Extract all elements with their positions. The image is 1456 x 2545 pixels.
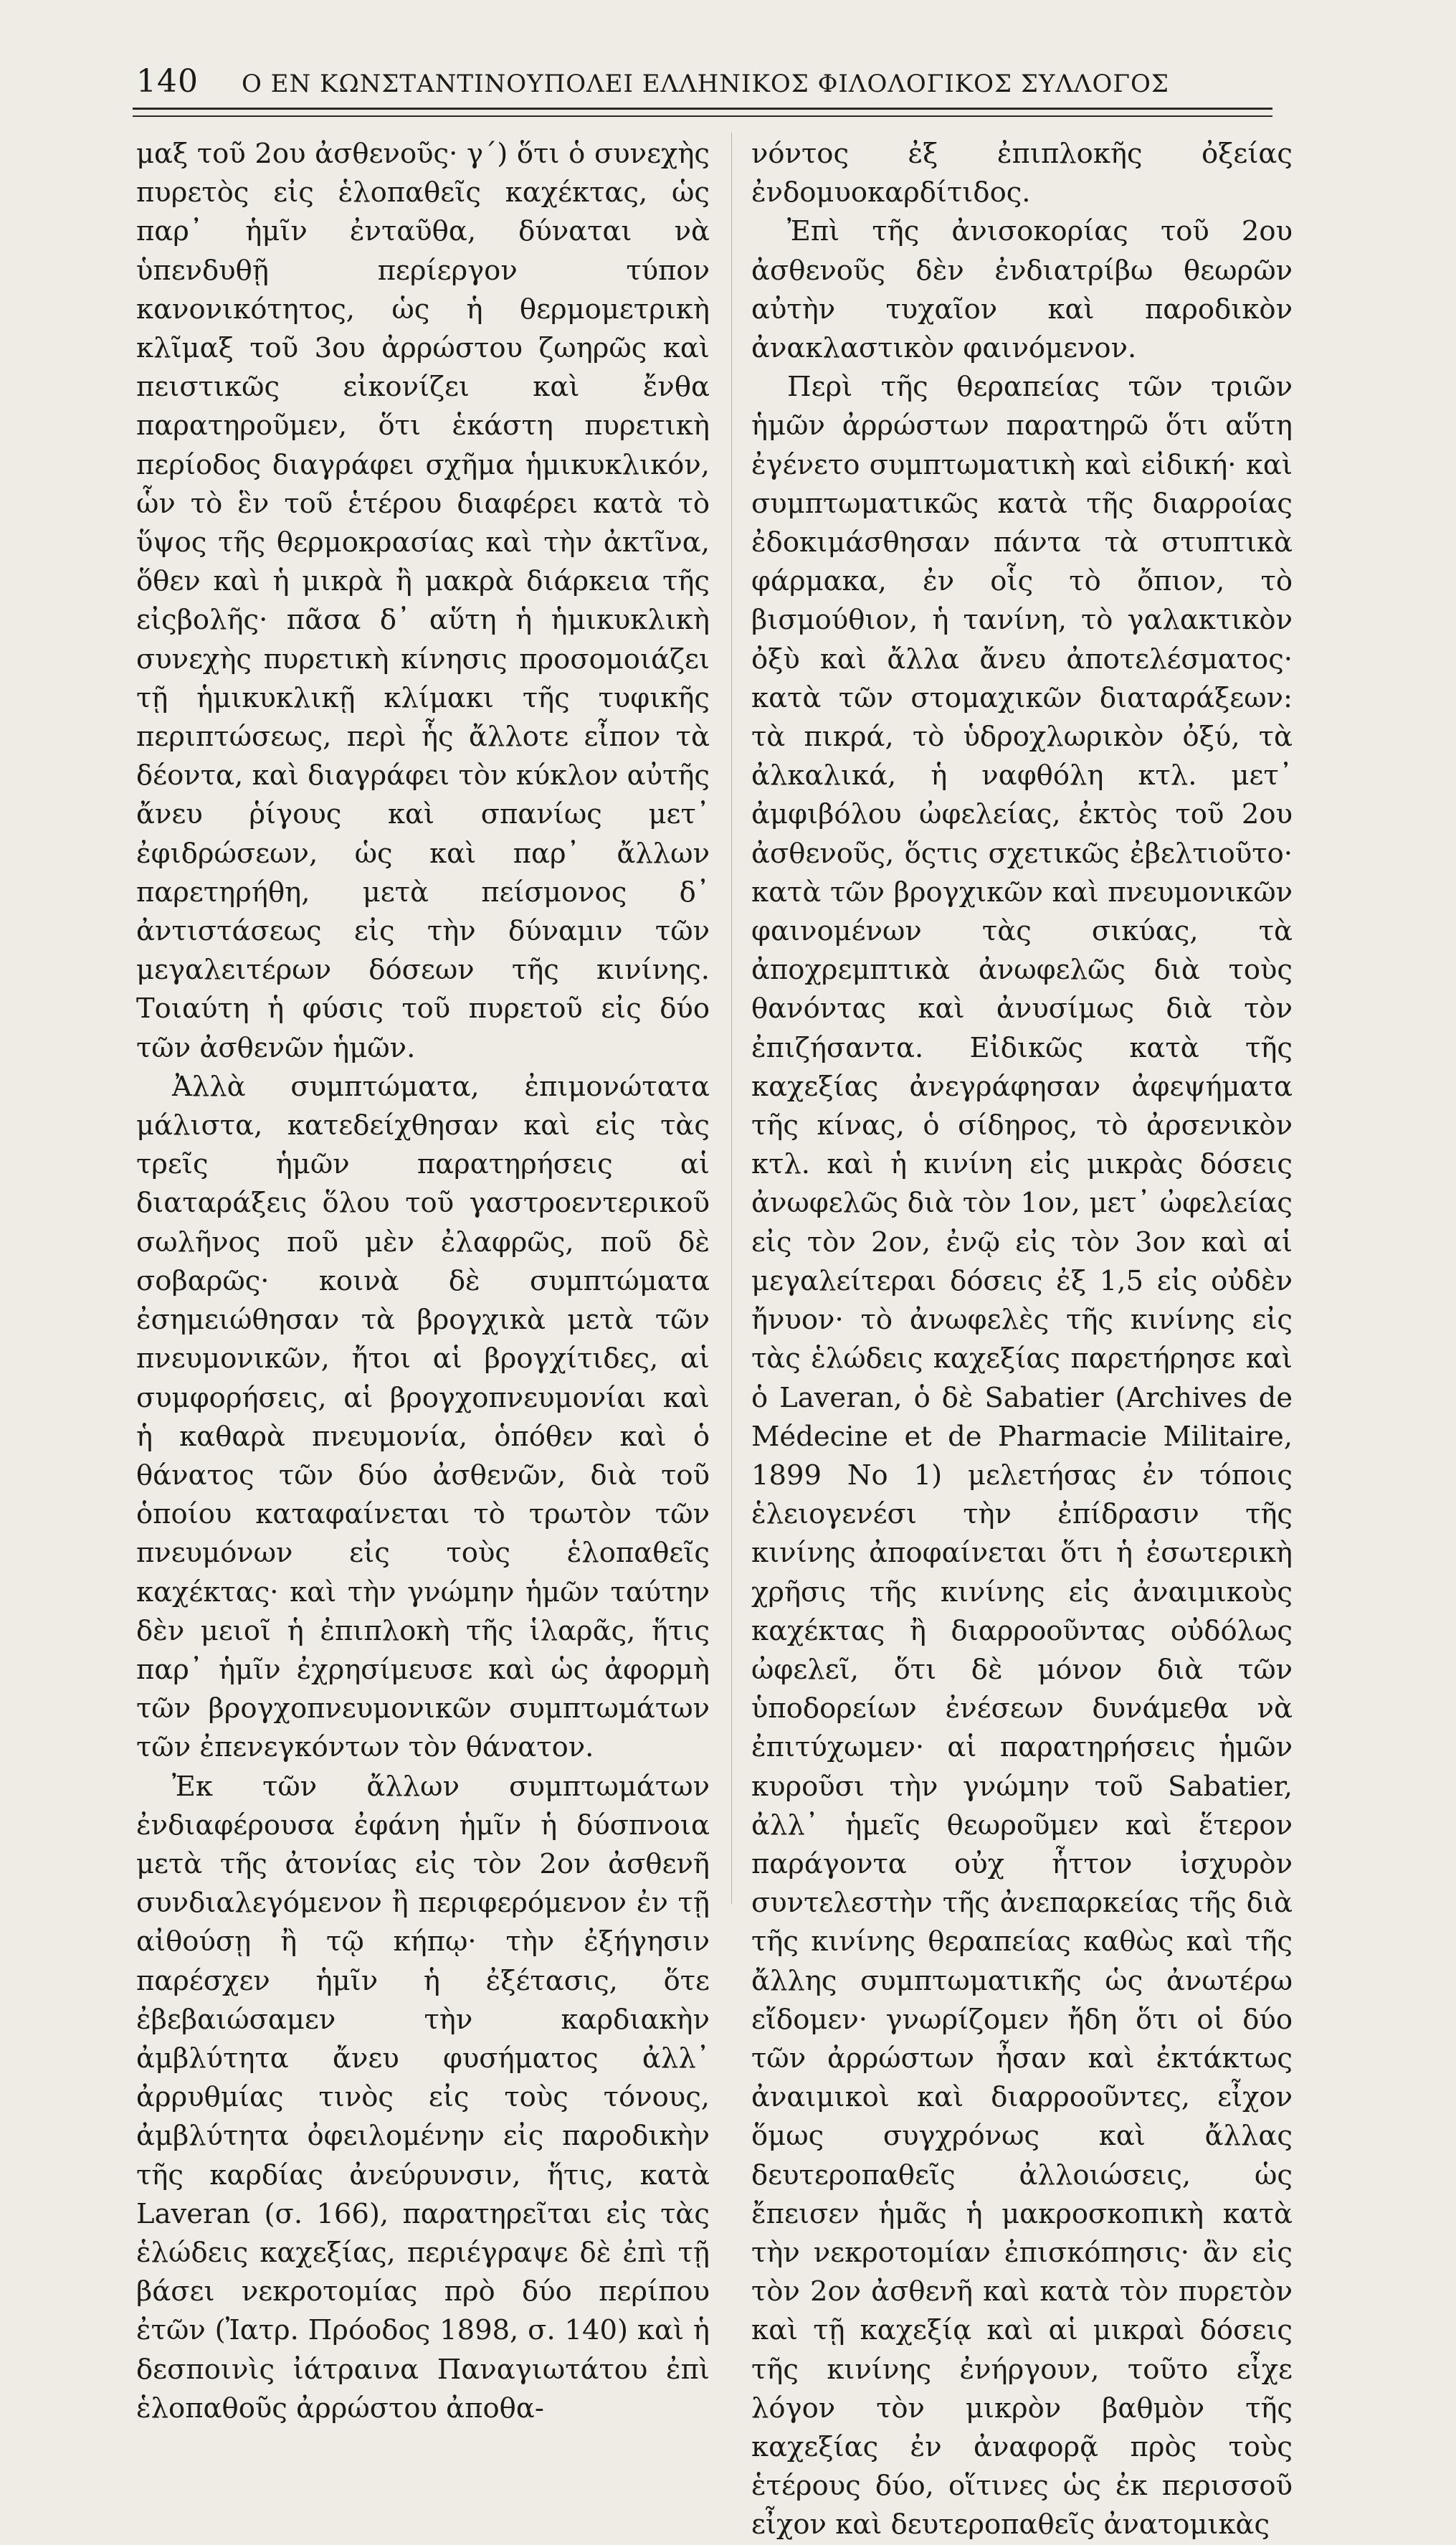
right-paragraph-1: νόντος ἐξ ἐπιπλοκῆς ὀξείας ἐνδομυοκαρδίτιδος. bbox=[751, 138, 1293, 209]
right-paragraph-2: Ἐπὶ τῆς ἀνισοκορίας τοῦ 2ου ἀσθενοῦς δὲν ἐνδιατρίβω θεωρῶν αὐτὴν τυχαῖον καὶ παροδικὸν ἀνακλαστικὸν φαινόμενον. bbox=[751, 215, 1293, 365]
left-column bbox=[136, 135, 710, 2428]
column-divider bbox=[731, 133, 732, 1904]
header-rule bbox=[133, 108, 1272, 117]
running-head bbox=[136, 63, 1204, 100]
right-paragraph-3: Περὶ τῆς θεραπείας τῶν τριῶν ἡμῶν ἀρρώστων παρατηρῶ ὅτι αὕτη ἐγένετο συμπτωματικὴ καὶ εἰδική· καὶ συμπτωματικῶς κατὰ τῆς διαρροίας ἐδοκιμάσθησαν πάντα τὰ στυπτικὰ φάρμακα, ἐν οἷς τὸ ὄπιον, τὸ βισμούθιον, ἡ τανίνη, τὸ γαλακτικὸν ὀξὺ καὶ ἄλλα ἄνευ ἀποτελέσματος· κατὰ τῶν στομαχικῶν διαταράξεων: τὰ πικρά, τὸ ὑδροχλωρικὸν ὀξύ, τὰ ἀλκαλικά, ἡ ναφθόλη κτλ. μετ᾽ ἀμφιβόλου ὠφελείας, ἐκτὸς τοῦ 2ου ἀσθενοῦς, ὅςτις σχετικῶς ἐβελτιοῦτο· κατὰ τῶν βρογχικῶν καὶ πνευμονικῶν φαινομένων τὰς σικύας, τὰ ἀποχρεμπτικὰ ἀνωφελῶς διὰ τοὺς θανόντας καὶ ἀνυσίμως διὰ τὸν ἐπιζήσαντα. Εἰδικῶς κατὰ τῆς καχεξίας ἀνεγράφησαν ἀφεψήματα τῆς κίνας, ὁ σίδηρος, τὸ ἀρσενικὸν κτλ. καὶ ἡ κινίνη εἰς μικρὰς δόσεις ἀνωφελῶς διὰ τὸν 1ον, μετ᾽ ὠφελείας εἰς τὸν 2ον, ἐνῷ εἰς τὸν 3ον καὶ αἱ μεγαλείτεραι δόσεις ἐξ 1,5 εἰς οὐδὲν ἤνυον· τὸ ἀνωφελὲς τῆς κινίνης εἰς τὰς ἑλώδεις καχεξίας παρετήρησε καὶ ὁ Laveran, ὁ δὲ Sabatier (Archives de Médecine et de Pharmacie Militaire, 1899 Nο 1) μελετήσας ἐν τόποις ἑλειογενέσι τὴν ἐπίδρασιν τῆς κινίνης ἀποφαίνεται ὅτι ἡ ἐσωτερικὴ χρῆσις τῆς κινίνης εἰς ἀναιμικοὺς καχέκτας ἢ διαρροοῦντας οὐδόλως ὠφελεῖ, ὅτι δὲ μόνον διὰ τῶν ὑποδορείων ἐνέσεων δυνάμεθα νὰ ἐπιτύχωμεν· αἱ παρατηρήσεις ἡμῶν κυροῦσι τὴν γνώμην τοῦ Sabatier, ἀλλ᾽ ἡμεῖς θεωροῦμεν καὶ ἕτερον παράγοντα οὐχ ἧττον ἰσχυρὸν συντελεστὴν τῆς ἀνεπαρκείας τῆς διὰ τῆς κινίνης θεραπείας καθὼς καὶ τῆς ἄλλης συμπτωματικῆς ὡς ἀνωτέρω εἴδομεν· γνωρίζομεν ἤδη ὅτι οἱ δύο τῶν ἀρρώστων ἦσαν καὶ ἐκτάκτως ἀναιμικοὶ καὶ διαρροοῦντες, εἶχον ὅμως συγχρόνως καὶ ἄλλας δευτεροπαθεῖς ἀλλοιώσεις, ὡς ἔπεισεν ἡμᾶς ἡ μακροσκοπικὴ κατὰ τὴν νεκροτομίαν ἐπισκόπησις· ἂν εἰς τὸν 2ον ἀσθενῆ καὶ κατὰ τὸν πυρετὸν καὶ τῇ καχεξίᾳ καὶ αἱ μικραὶ δόσεις τῆς κινίνης ἐνήργουν, τοῦτο εἶχε λόγον τὸν μικρὸν βαθμὸν τῆς καχεξίας ἐν ἀναφορᾷ πρὸς τοὺς ἑτέρους δύο, οἵτινες ὡς ἐκ περισσοῦ εἶχον καὶ δευτεροπαθεῖς ἀνατομικὰς bbox=[751, 371, 1293, 2541]
left-paragraph-1: μαξ τοῦ 2ου ἀσθενοῦς· γ΄) ὅτι ὁ συνεχὴς πυρετὸς εἰς ἑλοπαθεῖς καχέκτας, ὡς παρ᾽ ἡμῖν ἐνταῦθα, δύναται νὰ ὑπενδυθῇ περίεργον τύπον κανονικότητος, ὡς ἡ θερμομετρικὴ κλῖμαξ τοῦ 3ου ἀρρώστου ζωηρῶς καὶ πειστικῶς εἰκονίζει καὶ ἔνθα παρατηροῦμεν, ὅτι ἑκάστη πυρετικὴ περίοδος διαγράφει σχῆμα ἡμικυκλικόν, ὧν τὸ ἓν τοῦ ἑτέρου διαφέρει κατὰ τὸ ὕψος τῆς θερμοκρασίας καὶ τὴν ἀκτῖνα, ὅθεν καὶ ἡ μικρὰ ἢ μακρὰ διάρκεια τῆς εἰςβολῆς· πᾶσα δ᾽ αὕτη ἡ ἡμικυκλικὴ συνεχὴς πυρετικὴ κίνησις προσομοιάζει τῇ ἡμικυκλικῇ κλίμακι τῆς τυφικῆς περιπτώσεως, περὶ ἧς ἄλλοτε εἶπον τὰ δέοντα, καὶ διαγράφει τὸν κύκλον αὐτῆς ἄνευ ῥίγους καὶ σπανίως μετ᾽ ἐφιδρώσεων, ὡς καὶ παρ᾽ ἄλλων παρετηρήθη, μετὰ πείσμονος δ᾽ ἀντιστάσεως εἰς τὴν δύναμιν τῶν μεγαλειτέρων δόσεων τῆς κινίνης. Τοιαύτη ἡ φύσις τοῦ πυρετοῦ εἰς δύο τῶν ἀσθενῶν ἡμῶν. bbox=[136, 138, 710, 1064]
left-paragraph-3: Ἐκ τῶν ἄλλων συμπτωμάτων ἐνδιαφέρουσα ἐφάνη ἡμῖν ἡ δύσπνοια μετὰ τῆς ἀτονίας εἰς τὸν 2ον ἀσθενῆ συνδιαλεγόμενον ἢ περιφερόμενον ἐν τῇ αἰθούσῃ ἢ τῷ κήπῳ· τὴν ἐξήγησιν παρέσχεν ἡμῖν ἡ ἐξέτασις, ὅτε ἐβεβαιώσαμεν τὴν καρδιακὴν ἀμβλύτητα ἄνευ φυσήματος ἀλλ᾽ ἀρρυθμίας τινὸς εἰς τοὺς τόνους, ἀμβλύτητα ὀφειλομένην εἰς παροδικὴν τῆς καρδίας ἀνεύρυνσιν, ἥτις, κατὰ Laveran (σ. 166), παρατηρεῖται εἰς τὰς ἑλώδεις καχεξίας, περιέγραψε δὲ ἐπὶ τῇ βάσει νεκροτομίας πρὸ δύο περίπου ἐτῶν (Ἰατρ. Πρόοδος 1898, σ. 140) καὶ ἡ δεσποινὶς ἰάτραινα Παναγιωτάτου ἐπὶ ἑλοπαθοῦς ἀρρώστου ἀποθα- bbox=[136, 1770, 710, 2425]
running-title: Ο ΕΝ ΚΩΝΣΤΑΝΤΙΝΟΥΠΟΛΕΙ ΕΛΛΗΝΙΚΟΣ ΦΙΛΟΛΟΓΙΚΟΣ ΣΥΛΛΟΓΟΣ bbox=[241, 70, 1169, 98]
left-paragraph-2: Ἀλλὰ συμπτώματα, ἐπιμονώτατα μάλιστα, κατεδείχθησαν καὶ εἰς τὰς τρεῖς ἡμῶν παρατηρήσεις αἱ διαταράξεις ὅλου τοῦ γαστροεντερικοῦ σωλῆνος ποῦ μὲν ἐλαφρῶς, ποῦ δὲ σοβαρῶς· κοινὰ δὲ συμπτώματα ἐσημειώθησαν τὰ βρογχικὰ μετὰ τῶν πνευμονικῶν, ἤτοι αἱ βρογχίτιδες, αἱ συμφορήσεις, αἱ βρογχοπνευμονίαι καὶ ἡ καθαρὰ πνευμονία, ὁπόθεν καὶ ὁ θάνατος τῶν δύο ἀσθενῶν, διὰ τοῦ ὁποίου καταφαίνεται τὸ τρωτὸν τῶν πνευμόνων εἰς τοὺς ἑλοπαθεῖς καχέκτας· καὶ τὴν γνώμην ἡμῶν ταύτην δὲν μειοῖ ἡ ἐπιπλοκὴ τῆς ἱλαρᾶς, ἥτις παρ᾽ ἡμῖν ἐχρησίμευσε καὶ ὡς ἀφορμὴ τῶν βρογχοπνευμονικῶν συμπτωμάτων τῶν ἐπενεγκόντων τὸν θάνατον. bbox=[136, 1070, 710, 1764]
right-column bbox=[751, 135, 1293, 2545]
page-number: 140 bbox=[136, 63, 199, 100]
